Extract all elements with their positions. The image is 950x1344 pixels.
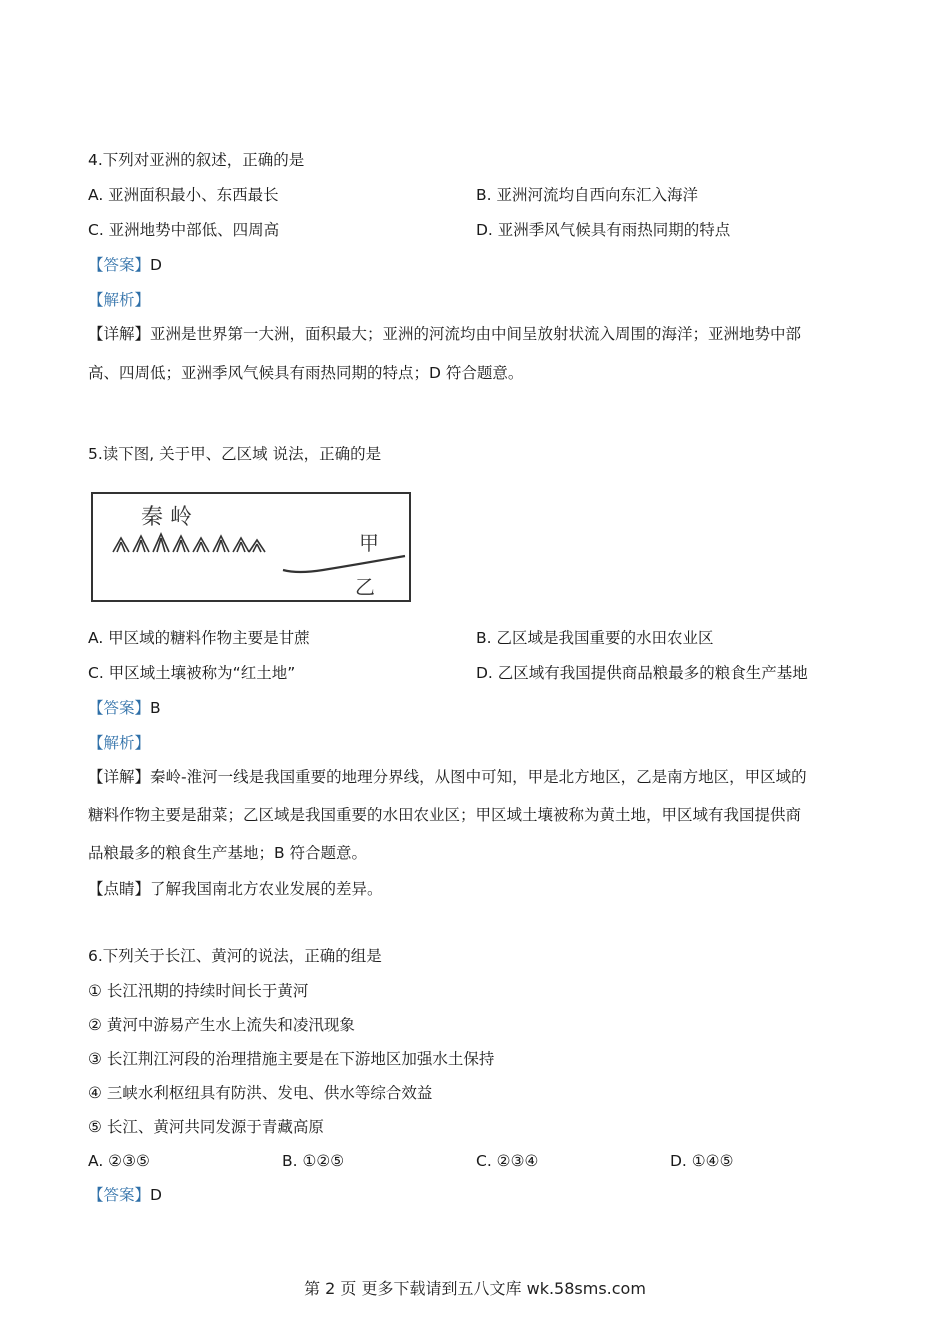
mountain-range-icon — [113, 534, 265, 552]
q5-figure-drawing — [93, 494, 409, 600]
q5-answer — [88, 697, 161, 719]
boundary-line — [283, 556, 405, 572]
q4-option-b: B. 亚洲河流均自西向东汇入海洋 — [476, 186, 698, 204]
q4-answer — [88, 254, 162, 276]
page-footer: 第 2 页 更多下载请到五八文库 wk.58sms.com — [304, 1279, 646, 1298]
detail-tag: 【详解】 — [88, 768, 151, 786]
region-label-b: 乙 — [355, 575, 375, 599]
q5-analysis-tag: 【解析】 — [88, 734, 151, 752]
q4-stem: 4.下列对亚洲的叙述，正确的是 — [88, 151, 305, 169]
tip-tag: 【点睛】 — [88, 880, 151, 898]
q6-answer — [88, 1184, 162, 1206]
q4-detail-line-1 — [88, 323, 801, 345]
q6-statement-2: ② 黄河中游易产生水上流失和凌汛现象 — [88, 1016, 355, 1034]
q6-statement-1: ① 长江汛期的持续时间长于黄河 — [88, 982, 309, 1000]
q4-option-c: C. 亚洲地势中部低、四周高 — [88, 221, 280, 239]
q6-option-b: B. ①②⑤ — [282, 1152, 345, 1170]
q5-option-d: D. 乙区域有我国提供商品粮最多的粮食生产基地 — [476, 664, 808, 682]
detail-tag: 【详解】 — [88, 325, 151, 343]
answer-tag: 【答案】 — [88, 699, 151, 717]
q5-detail-line-3: 品粮最多的粮食生产基地；B 符合题意。 — [88, 844, 368, 862]
detail-text: 亚洲是世界第一大洲，面积最大；亚洲的河流均由中间呈放射状流入周围的海洋；亚洲地势中部 — [150, 325, 802, 343]
q5-option-c: C. 甲区域土壤被称为“红土地” — [88, 664, 296, 682]
q6-option-d: D. ①④⑤ — [670, 1152, 734, 1170]
q5-detail-line-2: 糖料作物主要是甜菜；乙区域是我国重要的水田农业区；甲区域土壤被称为黄土地，甲区域有我国提供商 — [88, 806, 802, 824]
answer-value: D — [150, 1186, 162, 1204]
q5-option-a: A. 甲区域的糖料作物主要是甘蔗 — [88, 629, 310, 647]
q4-option-a: A. 亚洲面积最小、东西最长 — [88, 186, 279, 204]
q5-detail-line-1 — [88, 766, 807, 788]
answer-value: B — [150, 699, 161, 717]
answer-value: D — [150, 256, 162, 274]
q6-statement-3: ③ 长江荆江河段的治理措施主要是在下游地区加强水土保持 — [88, 1050, 495, 1068]
detail-text: 秦岭-淮河一线是我国重要的地理分界线，从图中可知，甲是北方地区，乙是南方地区，甲区域的 — [150, 768, 807, 786]
answer-tag: 【答案】 — [88, 256, 151, 274]
q6-statement-5: ⑤ 长江、黄河共同发源于青藏高原 — [88, 1118, 324, 1136]
q6-option-c: C. ②③④ — [476, 1152, 539, 1170]
q5-stem: 5.读下图, 关于甲、乙区域 说法，正确的是 — [88, 445, 382, 463]
answer-tag: 【答案】 — [88, 1186, 151, 1204]
q5-option-b: B. 乙区域是我国重要的水田农业区 — [476, 629, 714, 647]
q6-option-a: A. ②③⑤ — [88, 1152, 150, 1170]
q4-analysis-tag: 【解析】 — [88, 291, 151, 309]
region-label-a: 甲 — [359, 531, 379, 555]
mountain-label: 秦 岭 — [141, 505, 192, 530]
q4-detail-line-2: 高、四周低；亚洲季风气候具有雨热同期的特点；D 符合题意。 — [88, 364, 524, 382]
q5-tip — [88, 878, 383, 900]
q5-figure — [91, 492, 411, 602]
q6-stem: 6.下列关于长江、黄河的说法，正确的组是 — [88, 947, 382, 965]
q6-statement-4: ④ 三峡水利枢纽具有防洪、发电、供水等综合效益 — [88, 1084, 433, 1102]
tip-text: 了解我国南北方农业发展的差异。 — [150, 880, 383, 898]
q4-option-d: D. 亚洲季风气候具有雨热同期的特点 — [476, 221, 731, 239]
